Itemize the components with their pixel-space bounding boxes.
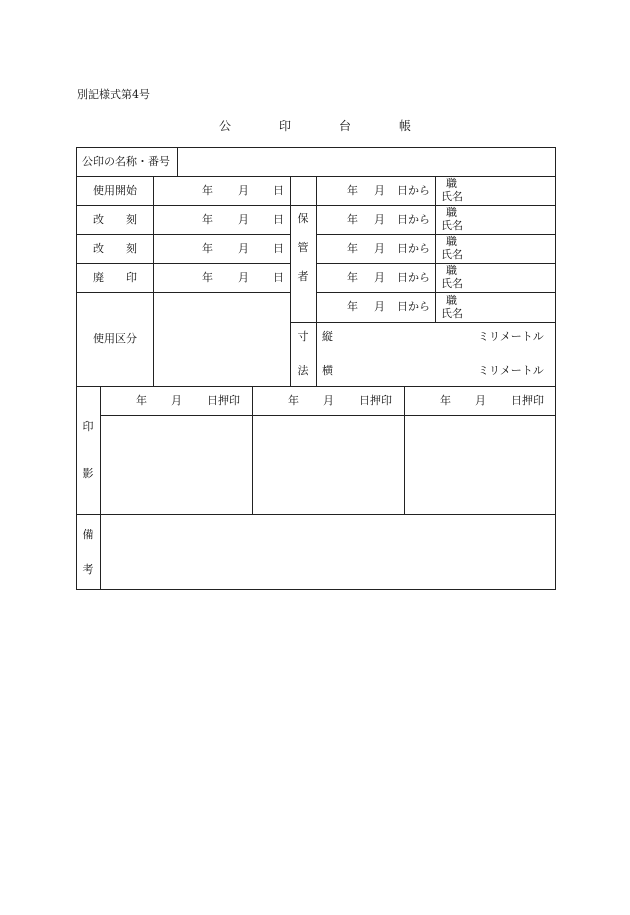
mm-unit: ミリメートル [478,364,544,377]
year-label: 年 [347,271,358,284]
year-label: 年 [440,394,451,407]
from-suffix: 日から [397,300,430,313]
month-label: 月 [238,184,249,197]
custodian-char: 保 [297,212,309,225]
custodian-char: 者 [297,270,309,283]
post-label: 職 [446,294,457,307]
from-suffix: 日から [397,271,430,284]
stamp-date-suffix: 日押印 [511,394,544,407]
month-label: 月 [374,242,385,255]
dimension-char: 法 [297,364,309,377]
mm-unit: ミリメートル [478,330,544,343]
name-label: 氏名 [441,248,463,261]
year-label: 年 [347,213,358,226]
row-label-abolish: 廃 印 [93,271,137,284]
year-label: 年 [347,242,358,255]
day-label: 日 [273,242,284,255]
day-label: 日 [273,184,284,197]
month-label: 月 [374,184,385,197]
stamp-date-suffix: 日押印 [207,394,240,407]
post-label: 職 [446,264,457,277]
day-label: 日 [273,213,284,226]
usage-label: 使用区分 [93,332,137,345]
from-suffix: 日から [397,184,430,197]
month-label: 月 [238,242,249,255]
month-label: 月 [475,394,486,407]
post-label: 職 [446,235,457,248]
custodian-char: 管 [297,241,309,254]
year-label: 年 [202,184,213,197]
month-label: 月 [323,394,334,407]
row-label-start: 使用開始 [93,184,137,197]
stamp-date-suffix: 日押印 [359,394,392,407]
year-label: 年 [202,271,213,284]
impression-char: 影 [82,467,94,480]
title-char: 公 [219,119,232,133]
post-label: 職 [446,177,457,190]
month-label: 月 [171,394,182,407]
title-char: 台 [339,119,352,133]
year-label: 年 [136,394,147,407]
name-label: 氏名 [441,307,463,320]
vertical-label: 縦 [322,330,333,343]
seal-name-label: 公印の名称・番号 [82,155,170,168]
name-label: 氏名 [441,277,463,290]
year-label: 年 [202,213,213,226]
title-char: 帳 [399,119,412,133]
form-number: 別記様式第4号 [77,88,150,101]
month-label: 月 [374,213,385,226]
name-label: 氏名 [441,219,463,232]
horizontal-label: 横 [322,364,333,377]
impression-char: 印 [82,420,94,433]
month-label: 月 [374,300,385,313]
year-label: 年 [347,300,358,313]
remarks-char: 考 [82,563,94,576]
name-label: 氏名 [441,190,463,203]
day-label: 日 [273,271,284,284]
year-label: 年 [288,394,299,407]
month-label: 月 [374,271,385,284]
row-label-recarve: 改 刻 [93,213,137,226]
remarks-char: 備 [82,528,94,541]
dimension-char: 寸 [297,330,309,343]
row-label-recarve: 改 刻 [93,242,137,255]
month-label: 月 [238,213,249,226]
month-label: 月 [238,271,249,284]
year-label: 年 [202,242,213,255]
from-suffix: 日から [397,242,430,255]
year-label: 年 [347,184,358,197]
title-char: 印 [279,119,292,133]
from-suffix: 日から [397,213,430,226]
post-label: 職 [446,206,457,219]
